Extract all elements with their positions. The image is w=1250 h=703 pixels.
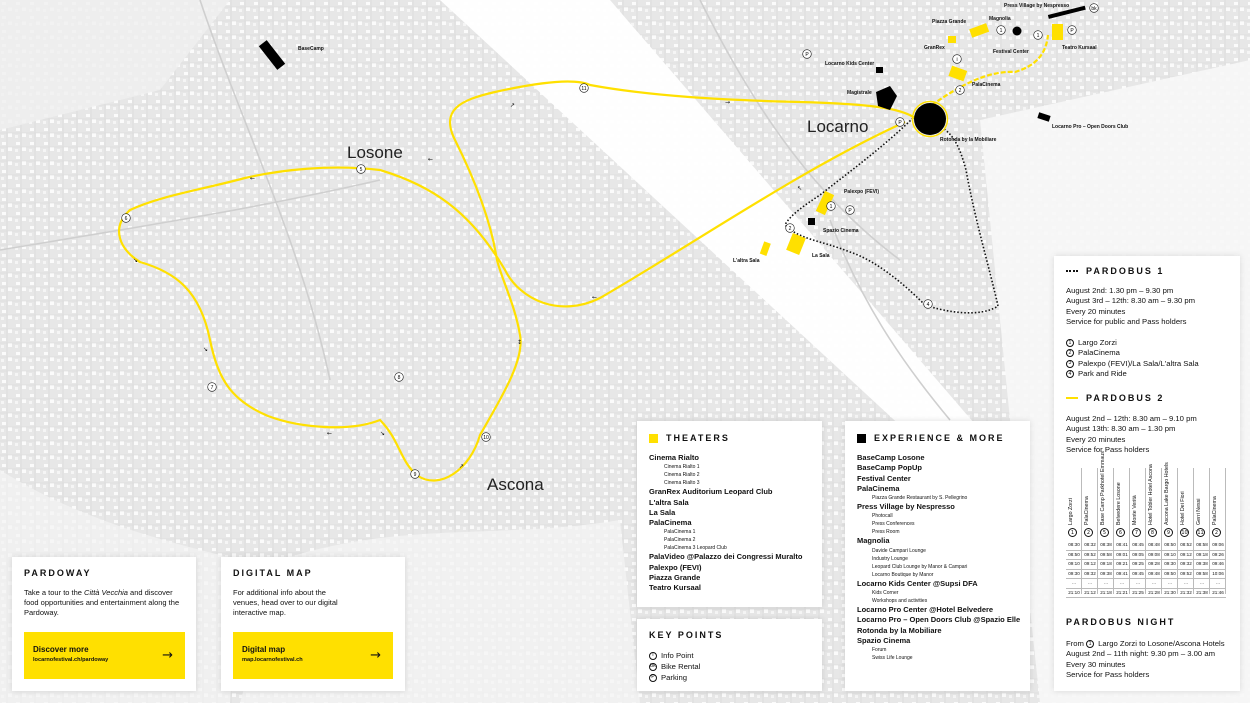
schedule-time: ...	[1066, 579, 1082, 589]
experience-item[interactable]: BaseCamp Losone	[857, 453, 925, 462]
venue-label-la-sala: La Sala	[812, 253, 830, 259]
schedule-time: 08:38	[1098, 541, 1114, 551]
stop-name: PalaCinema	[1078, 348, 1120, 358]
schedule-stop-name: Belvedere Losone	[1116, 482, 1122, 525]
venue-label-spazio-cinema: Spazio Cinema	[823, 228, 859, 234]
route-stop	[411, 470, 420, 479]
discover-more-button[interactable]	[24, 632, 185, 679]
schedule-time: 09:38	[1194, 560, 1210, 570]
schedule-time: 09:25	[1130, 560, 1146, 570]
schedule-time: ...	[1178, 579, 1194, 589]
experience-square-icon	[857, 434, 866, 443]
route-stop	[786, 224, 795, 233]
parking-marker	[803, 50, 812, 59]
schedule-stop-number: 9	[1164, 528, 1173, 537]
schedule-times	[1114, 541, 1130, 598]
svg-text:P: P	[1070, 28, 1074, 34]
theater-item[interactable]: Piazza Grande	[649, 573, 701, 583]
key-points-title: KEY POINTS	[649, 630, 724, 640]
theater-subitem: PalaCinema 3 Leopard Club	[664, 545, 727, 552]
discover-more-url: locarnofestival.ch/pardoway	[33, 657, 109, 663]
info-line: August 2nd: 1.30 pm – 9.30 pm	[1066, 286, 1174, 295]
experience-item[interactable]: Spazio Cinema	[857, 635, 911, 645]
experience-item[interactable]: BaseCamp PopUp	[857, 463, 923, 473]
schedule-time: 21:30	[1162, 589, 1178, 599]
digital-map-url: map.locarnofestival.ch	[242, 657, 303, 663]
pardobus1-stops	[1066, 338, 1199, 379]
schedule-time: 09:30	[1066, 570, 1082, 580]
key-point-label: Parking	[661, 673, 688, 682]
info-line: Service for Pass holders	[1066, 444, 1150, 454]
schedule-time: 09:32	[1082, 570, 1098, 580]
info-line: Service for Pass holders	[1066, 669, 1150, 679]
schedule-stop-name: Hotel Dei Fiori	[1180, 491, 1186, 525]
svg-text:10: 10	[483, 435, 489, 441]
parking-marker	[846, 206, 855, 215]
svg-text:i: i	[956, 57, 958, 63]
stop-number: 3	[1066, 360, 1074, 368]
schedule-time: 08:50	[1162, 541, 1178, 551]
route-stop	[924, 300, 933, 309]
key-point-label: Bike Rental	[661, 662, 701, 671]
schedule-time: 09:21	[1114, 560, 1130, 570]
experience-item[interactable]: Rotonda by la Mobiliare	[857, 625, 942, 635]
key-point-icon: bk	[650, 663, 656, 670]
experience-subitem: Swiss Life Lounge	[872, 655, 913, 662]
route-stop	[956, 86, 965, 95]
experience-subitem: Kids Corner	[872, 590, 899, 597]
schedule-column	[1114, 468, 1130, 594]
experience-item[interactable]: Locarno Kids Center @Supsi DFA	[857, 578, 978, 588]
yellow-line-icon	[1066, 397, 1078, 399]
experience-subitem: Industry Lounge	[872, 555, 908, 562]
theater-item[interactable]: GranRex Auditorium Leopard Club	[649, 487, 773, 497]
schedule-times	[1162, 541, 1178, 598]
svg-text:↘: ↘	[133, 257, 139, 264]
route-stop	[122, 214, 131, 223]
pardobus2-header	[1066, 393, 1164, 403]
stop-number: 4	[1066, 370, 1074, 378]
theaters-square-icon	[649, 434, 658, 443]
route-stop	[580, 84, 589, 93]
bike-rental-marker	[1090, 4, 1099, 13]
experience-title: EXPERIENCE & MORE	[874, 433, 1005, 443]
schedule-time: 09:32	[1178, 560, 1194, 570]
schedule-column	[1194, 468, 1210, 594]
pardobus-night-lines	[1066, 649, 1225, 680]
digital-map-panel	[221, 557, 405, 691]
schedule-time: ...	[1098, 579, 1114, 589]
svg-text:↘: ↘	[203, 346, 209, 353]
schedule-time: 08:30	[1066, 541, 1082, 551]
theaters-header	[649, 433, 730, 443]
schedule-stop-number: 10	[1181, 530, 1188, 536]
info-line: Service for public and Pass holders	[1066, 316, 1187, 326]
theater-subitem: Cinema Rialto 1	[664, 464, 700, 471]
arrow-right-icon: →	[162, 648, 173, 663]
svg-text:←: ←	[428, 156, 434, 163]
pardobus-night-info	[1066, 639, 1225, 680]
pardobus-night-title: PARDOBUS NIGHT	[1066, 617, 1176, 627]
schedule-column	[1162, 462, 1178, 595]
key-point-icon: P	[649, 674, 657, 682]
schedule-time: 08:52	[1178, 541, 1194, 551]
schedule-stop-name: Largo Zorzi	[1068, 498, 1074, 525]
schedule-time: 09:06	[1210, 541, 1226, 551]
pardoway-title: PARDOWAY	[24, 568, 92, 578]
svg-text:bk: bk	[1091, 6, 1097, 12]
schedule-times	[1146, 541, 1162, 598]
theater-subitem: Cinema Rialto 2	[664, 472, 700, 479]
schedule-time: 09:12	[1178, 551, 1194, 561]
stop-number: 1	[1086, 640, 1094, 648]
theater-item[interactable]: PalaVideo @Palazzo dei Congressi Muralto	[649, 552, 803, 562]
schedule-times	[1082, 541, 1098, 598]
schedule-stop-name: Monte Verità	[1132, 495, 1138, 525]
schedule-time: 09:52	[1082, 551, 1098, 561]
schedule-time: ...	[1194, 579, 1210, 589]
route-stop	[827, 202, 836, 211]
schedule-time: 10:06	[1210, 570, 1226, 580]
svg-text:↘: ↘	[380, 430, 386, 437]
svg-text:↗: ↗	[510, 102, 516, 109]
svg-text:P: P	[805, 52, 809, 58]
experience-subitem: Davide Campari Lounge	[872, 547, 926, 554]
venue-label-kids-center: Locarno Kids Center	[825, 61, 875, 67]
pardobus1-info	[1066, 286, 1195, 327]
svg-text:5: 5	[359, 167, 363, 173]
place-locarno: Locarno	[807, 117, 869, 136]
info-line: Every 20 minutes	[1066, 434, 1126, 444]
svg-text:↖: ↖	[797, 185, 803, 192]
stop-name: Palexpo (FEVI)/La Sala/L'altra Sala	[1078, 358, 1199, 368]
parking-marker	[1068, 26, 1077, 35]
experience-item[interactable]: Locarno Pro – Open Doors Club @Spazio Elle	[857, 615, 1021, 625]
digital-map-button[interactable]	[233, 632, 393, 679]
schedule-times	[1066, 541, 1082, 598]
route-stop	[482, 433, 491, 442]
svg-text:9: 9	[413, 472, 417, 478]
experience-subitem: Locarno Boutique by Manor	[872, 571, 934, 578]
schedule-stop-name: Base Camp Parkhotel Emmaus	[1100, 451, 1106, 525]
venue-label-press-village: Press Village by Nespresso	[1004, 3, 1070, 9]
venue-label-locarno-pro: Locarno Pro – Open Doors Club	[1052, 124, 1129, 130]
schedule-stop-number: 2	[1212, 528, 1221, 537]
svg-text:7: 7	[210, 385, 214, 391]
schedule-time: ...	[1130, 579, 1146, 589]
key-point-label: Info Point	[661, 651, 694, 660]
schedule-stop-name: PalaCinema	[1084, 496, 1090, 525]
schedule-stop-number: 1	[1068, 528, 1077, 537]
key-point-item	[649, 661, 700, 672]
svg-text:8: 8	[397, 375, 401, 381]
digital-map-label: Digital map	[242, 645, 286, 654]
dotted-line-icon	[1066, 270, 1078, 272]
schedule-time: ...	[1210, 579, 1226, 589]
theater-subitem: Cinema Rialto 3	[664, 480, 700, 487]
key-point-item	[649, 672, 700, 683]
bus-stop-item	[1066, 338, 1199, 348]
svg-text:←: ←	[250, 175, 256, 182]
schedule-time: 09:45	[1130, 570, 1146, 580]
schedule-time: 09:01	[1114, 551, 1130, 561]
schedule-time: 09:28	[1146, 560, 1162, 570]
schedule-time: 08:58	[1194, 541, 1210, 551]
schedule-times	[1098, 541, 1114, 598]
experience-item[interactable]: Locarno Pro Center @Hotel Belvedere	[857, 605, 994, 615]
schedule-time: 09:05	[1130, 551, 1146, 561]
experience-item[interactable]: Magnolia	[857, 536, 890, 546]
schedule-times	[1130, 541, 1146, 598]
svg-text:↕: ↕	[517, 339, 523, 346]
schedule-time: 21:46	[1210, 589, 1226, 599]
schedule-time: 09:58	[1098, 551, 1114, 561]
schedule-time: ...	[1146, 579, 1162, 589]
schedule-column	[1178, 468, 1194, 594]
stop-name: Largo Zorzi	[1078, 338, 1117, 347]
theaters-title: THEATERS	[666, 433, 730, 443]
svg-text:2: 2	[788, 226, 792, 232]
key-point-item	[649, 650, 700, 661]
schedule-time: 08:32	[1082, 541, 1098, 551]
pardobus1-header	[1066, 266, 1164, 276]
schedule-time: 09:48	[1146, 570, 1162, 580]
schedule-stop-name: PalaCinema	[1212, 496, 1218, 525]
schedule-time: ...	[1082, 579, 1098, 589]
venue-label-granrex: GranRex	[924, 45, 945, 51]
pardobus-night-from: From 1 Largo Zorzi to Losone/Ascona Hotels	[1066, 639, 1225, 648]
schedule-stop-name: Gerri Nessi	[1196, 498, 1202, 525]
info-line: August 2nd – 11th night: 9.30 pm – 3.00 am	[1066, 649, 1216, 659]
schedule-time: 09:12	[1082, 560, 1098, 570]
venue-label-palexpo: Palexpo (FEVI)	[844, 189, 880, 195]
schedule-stop-number: 6	[1116, 528, 1125, 537]
schedule-time: 08:41	[1114, 541, 1130, 551]
schedule-time: 21:18	[1098, 589, 1114, 599]
experience-subitem: Press Room	[872, 529, 900, 536]
route-stop	[357, 165, 366, 174]
theater-subitem: PalaCinema 1	[664, 529, 696, 536]
theater-item[interactable]: PalaCinema	[649, 518, 692, 528]
venue-label-basecamp: BaseCamp	[298, 46, 324, 52]
svg-text:↗: ↗	[459, 463, 465, 470]
experience-subitem: Photocall	[872, 513, 893, 520]
schedule-stop-number: 11	[1197, 530, 1204, 536]
svg-text:1: 1	[1036, 33, 1040, 39]
info-line: August 2nd – 12th: 8.30 am – 9.10 pm	[1066, 414, 1197, 423]
arrow-right-icon: →	[370, 648, 381, 663]
theater-item[interactable]: La Sala	[649, 507, 676, 517]
schedule-time: 09:10	[1162, 551, 1178, 561]
route-stop	[1034, 31, 1043, 40]
experience-subitem: Press Conferences	[872, 521, 915, 528]
schedule-time: 21:25	[1130, 589, 1146, 599]
bus-stop-item	[1066, 348, 1199, 358]
route-stop-label: 11	[581, 86, 587, 92]
theater-subitem: PalaCinema 2	[664, 537, 696, 544]
bus-stop-item	[1066, 359, 1199, 369]
svg-text:6: 6	[124, 216, 128, 222]
schedule-time: 21:12	[1082, 589, 1098, 599]
schedule-time: 21:10	[1066, 589, 1082, 599]
experience-list	[857, 453, 1027, 662]
info-line: August 3rd – 12th: 8.30 am – 9.30 pm	[1066, 296, 1196, 306]
venue-label-rotonda: Rotonda by la Mobiliare	[940, 137, 997, 143]
bus-stop-item	[1066, 369, 1199, 379]
pardobus1-title: PARDOBUS 1	[1086, 266, 1165, 276]
schedule-stop-number: 5	[1100, 528, 1109, 537]
schedule-time: 09:26	[1210, 551, 1226, 561]
experience-subitem: Forum	[872, 647, 887, 654]
schedule-times	[1210, 541, 1226, 598]
pardoway-panel	[12, 557, 196, 691]
discover-more-label: Discover more	[33, 645, 89, 654]
experience-subitem: Workshops and activities	[872, 598, 928, 605]
experience-subitem: Leopard Club Lounge by Manor & Campari	[872, 563, 968, 570]
pardobus2-schedule-table	[1066, 451, 1226, 595]
route-stop	[997, 26, 1006, 35]
svg-text:4: 4	[926, 302, 930, 308]
experience-subitem: Piazza Grande Restaurant by S. Pellegrino	[872, 495, 968, 502]
svg-text:←: ←	[592, 294, 598, 301]
schedule-times	[1178, 541, 1194, 598]
schedule-column	[1130, 468, 1146, 594]
info-marker	[953, 55, 962, 64]
schedule-stop-number: 2	[1084, 528, 1093, 537]
venue-label-magnolia: Magnolia	[989, 16, 1011, 22]
schedule-time: 09:41	[1114, 570, 1130, 580]
svg-text:2: 2	[958, 88, 962, 94]
theater-item[interactable]: Palexpo (FEVI)	[649, 562, 702, 572]
schedule-column	[1210, 468, 1226, 594]
info-line: Every 20 minutes	[1066, 306, 1126, 316]
schedule-time: 09:58	[1194, 570, 1210, 580]
svg-text:P: P	[848, 208, 852, 214]
place-ascona: Ascona	[487, 475, 544, 494]
theater-item[interactable]: L'altra Sala	[649, 497, 689, 507]
key-point-icon: i	[649, 652, 657, 660]
schedule-time: 21:32	[1178, 589, 1194, 599]
route-stop	[395, 373, 404, 382]
schedule-time: 09:50	[1162, 570, 1178, 580]
schedule-column	[1098, 451, 1114, 595]
route-stop	[208, 383, 217, 392]
schedule-stop-number: 7	[1132, 528, 1141, 537]
theater-item[interactable]: Teatro Kursaal	[649, 583, 701, 593]
place-losone: Losone	[347, 143, 403, 162]
pardoway-text: Take a tour to the Città Vecchia and discover food opportunities and entertainment along the Pardoway.	[24, 588, 180, 617]
info-line: August 13th: 8.30 am – 1.30 pm	[1066, 424, 1176, 434]
schedule-stop-number: 8	[1148, 528, 1157, 537]
schedule-time: 09:10	[1066, 560, 1082, 570]
digital-map-text: For additional info about the venues, head over to our digital interactive map.	[233, 588, 338, 617]
venue-label-teatro-kursaal: Teatro Kursaal	[1062, 45, 1097, 51]
schedule-time: 09:52	[1178, 570, 1194, 580]
schedule-time: 21:28	[1146, 589, 1162, 599]
schedule-column	[1082, 468, 1098, 594]
schedule-time: 08:45	[1130, 541, 1146, 551]
schedule-time: 08:48	[1146, 541, 1162, 551]
experience-item[interactable]: Press Village by Nespresso	[857, 502, 955, 512]
svg-text:1: 1	[829, 204, 833, 210]
stop-number: 2	[1066, 349, 1074, 357]
info-line: Every 30 minutes	[1066, 659, 1126, 669]
venue-label-piazza-grande: Piazza Grande	[932, 19, 967, 25]
pardobus2-title: PARDOBUS 2	[1086, 393, 1165, 403]
schedule-column	[1066, 468, 1082, 594]
venue-label-laltra-sala: L'altra Sala	[733, 258, 760, 264]
theaters-list	[649, 453, 817, 594]
parking-marker	[896, 118, 905, 127]
schedule-time: 09:30	[1162, 560, 1178, 570]
venue-label-magistrale: Magistrale	[847, 90, 872, 96]
schedule-time: ...	[1162, 579, 1178, 589]
schedule-time: 08:50	[1066, 551, 1082, 561]
schedule-time: 21:38	[1194, 589, 1210, 599]
schedule-stop-name: Ascona Lake Bargo Hotels	[1164, 462, 1170, 525]
pardobus2-info	[1066, 414, 1197, 455]
theaters-panel	[637, 421, 822, 607]
experience-item[interactable]: PalaCinema	[857, 483, 900, 493]
schedule-time: 09:46	[1210, 560, 1226, 570]
schedule-stop-name: Hotel Tobler Hotel Ascona	[1148, 464, 1154, 525]
experience-item[interactable]: Festival Center	[857, 473, 911, 483]
key-points-panel	[637, 619, 822, 691]
schedule-time: 09:38	[1098, 570, 1114, 580]
schedule-time: 09:08	[1146, 551, 1162, 561]
experience-panel	[845, 421, 1030, 691]
stop-name: Park and Ride	[1078, 368, 1127, 378]
svg-text:→: →	[725, 99, 731, 106]
digital-map-title: DIGITAL MAP	[233, 568, 313, 578]
stop-number: 1	[1066, 339, 1074, 347]
theater-item[interactable]: Cinema Rialto	[649, 453, 700, 462]
schedule-time: 09:18	[1098, 560, 1114, 570]
schedule-column	[1146, 464, 1162, 595]
schedule-time: ...	[1114, 579, 1130, 589]
schedule-time: 21:21	[1114, 589, 1130, 599]
schedule-time: 09:18	[1194, 551, 1210, 561]
venue-label-festival-center: Festival Center	[993, 49, 1029, 55]
key-points-list	[649, 650, 700, 683]
venue-label-palacinema: PalaCinema	[972, 82, 1001, 88]
svg-text:←: ←	[327, 430, 333, 437]
schedule-times	[1194, 541, 1210, 598]
svg-text:1: 1	[999, 28, 1003, 34]
experience-header	[857, 433, 1005, 443]
svg-text:P: P	[898, 120, 902, 126]
